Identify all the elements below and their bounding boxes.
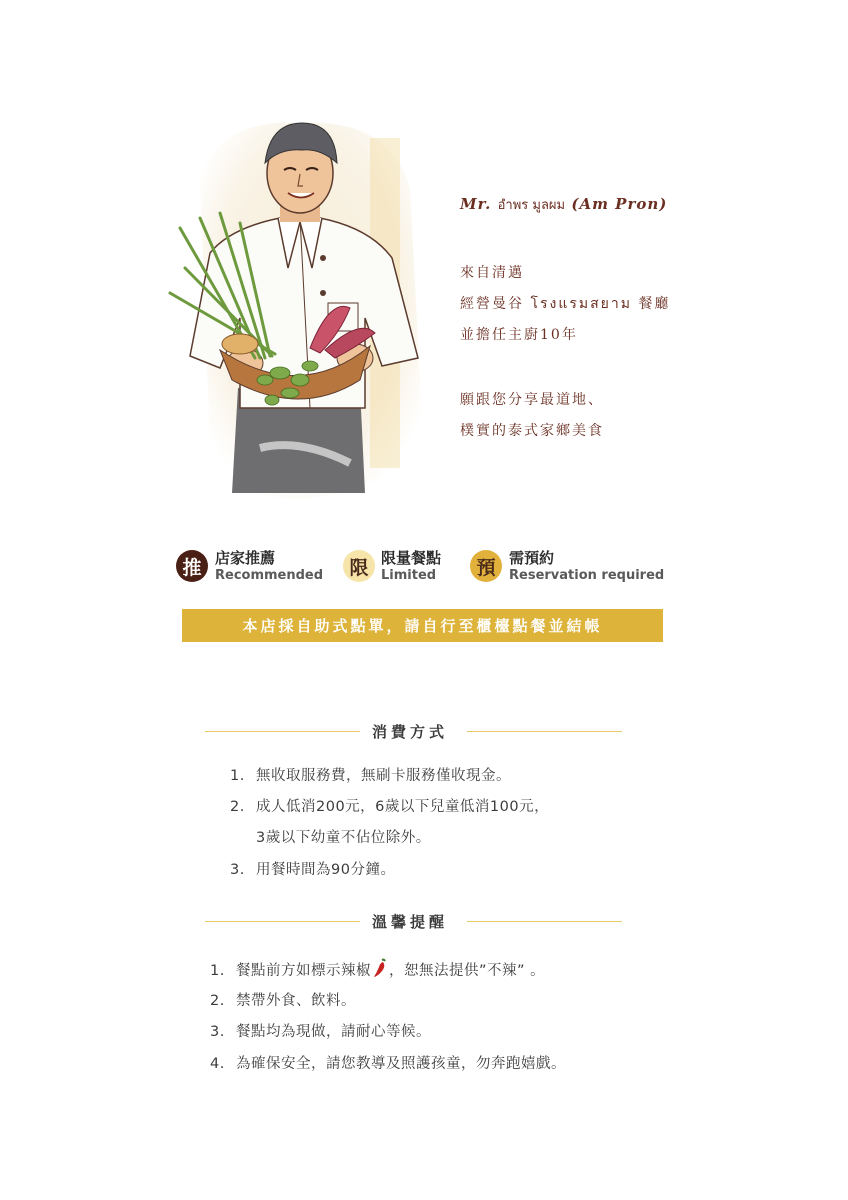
- chef-name-prefix: Mr.: [460, 195, 492, 213]
- recommended-label-zh: 店家推薦: [215, 549, 276, 567]
- chef-name: [460, 194, 667, 215]
- reminder-item: 3. 餐點均為現做，請耐心等候。: [210, 1024, 431, 1040]
- section-divider: [467, 731, 622, 732]
- chef-bio-line: 經營曼谷 โรงแรมสยาม 餐廳: [460, 296, 671, 312]
- section-divider: [467, 921, 622, 922]
- reminder-item: 2. 禁帶外食、飲料。: [210, 993, 356, 1009]
- section-divider: [205, 921, 360, 922]
- chili-pepper-icon: [372, 958, 388, 978]
- chef-bio-line: 願跟您分享最道地、: [460, 392, 604, 408]
- chef-illustration: [160, 118, 430, 503]
- reservation-label-en: Reservation required: [509, 568, 665, 583]
- recommended-badge: 推: [176, 550, 208, 582]
- payment-item: 3. 用餐時間為90分鐘。: [230, 862, 396, 878]
- payment-item-continuation: 3歲以下幼童不佔位除外。: [256, 830, 431, 846]
- reminder-item: 1. 餐點前方如標示辣椒 ，恕無法提供”不辣” 。: [210, 958, 545, 980]
- self-order-banner: 本店採自助式點單，請自行至櫃檯點餐並結帳: [182, 609, 663, 642]
- reservation-badge: 預: [470, 550, 502, 582]
- reminders-section-title: 溫馨提醒: [372, 913, 449, 931]
- chef-bio-line: 來自清邁: [460, 265, 524, 281]
- limited-label-zh: 限量餐點: [381, 549, 442, 567]
- chef-bio-line: 樸實的泰式家鄉美食: [460, 423, 604, 439]
- reminder-item: 4. 為確保安全，請您教導及照護孩童，勿奔跑嬉戲。: [210, 1056, 566, 1072]
- payment-section-title: 消費方式: [372, 723, 449, 741]
- reservation-label-zh: 需預約: [509, 549, 555, 567]
- recommended-label-en: Recommended: [215, 568, 324, 583]
- section-divider: [205, 731, 360, 732]
- limited-label-en: Limited: [381, 568, 437, 583]
- chef-bio-line: 並擔任主廚10年: [460, 327, 578, 343]
- chef-name-thai: อำพร มูลผม: [497, 198, 566, 213]
- limited-badge: 限: [343, 550, 375, 582]
- chef-name-english: (Am Pron): [571, 195, 668, 213]
- payment-item: 1. 無收取服務費，無刷卡服務僅收現金。: [230, 768, 511, 784]
- payment-item: 2. 成人低消200元，6歲以下兒童低消100元，: [230, 799, 550, 815]
